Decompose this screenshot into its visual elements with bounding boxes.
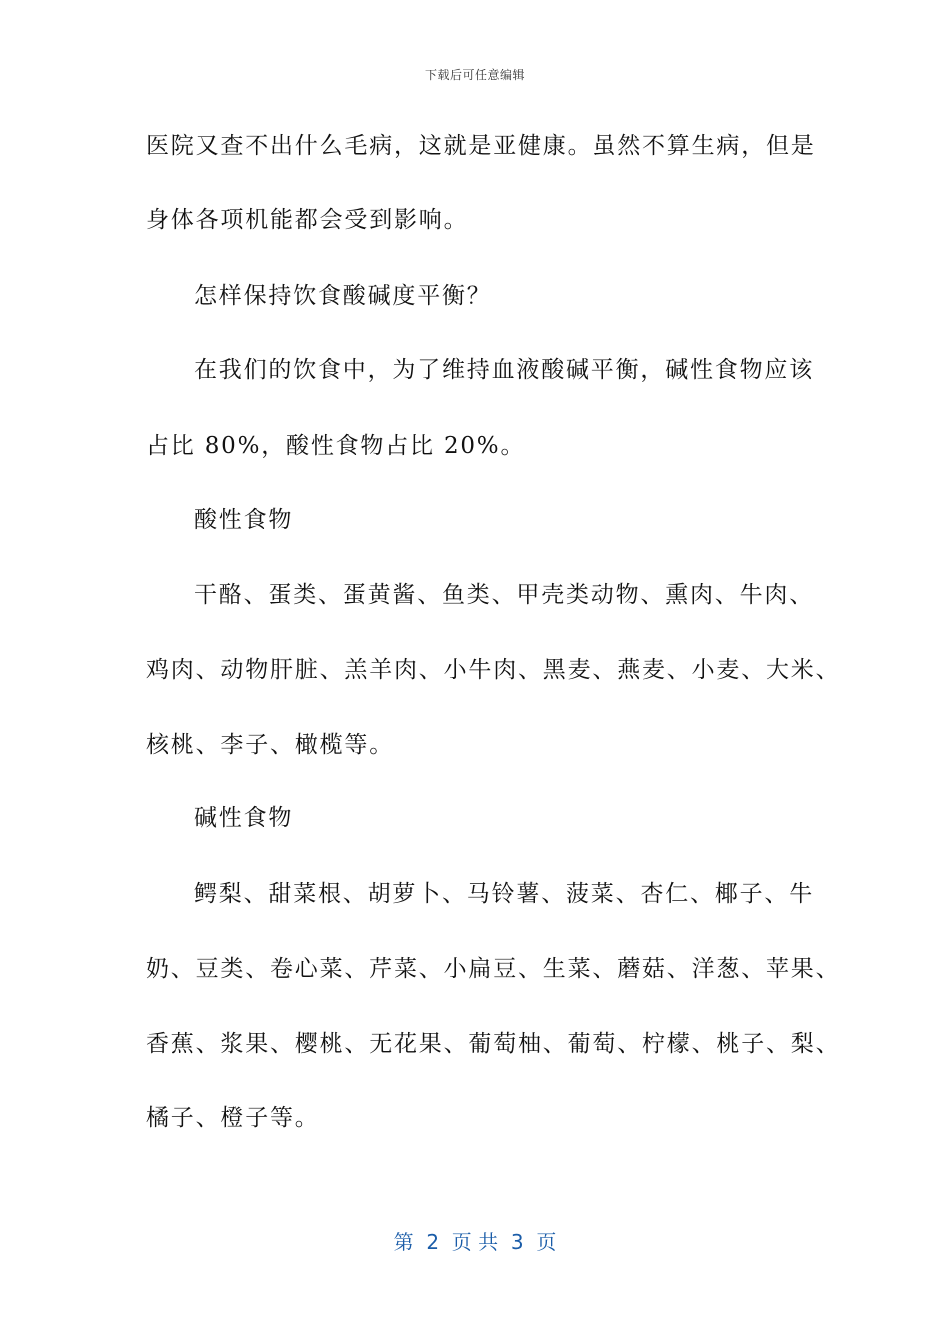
paragraph-line: 核桃、李子、橄榄等。 (146, 732, 394, 758)
page-number-footer: 第 2 页 共 3 页 (393, 1230, 557, 1254)
paragraph-line: 医院又查不出什么毛病，这就是亚健康。虽然不算生病，但是 (146, 133, 816, 159)
section-heading-acidic-foods: 酸性食物 (194, 507, 294, 533)
paragraph-line: 奶、豆类、卷心菜、芹菜、小扁豆、生菜、蘑菇、洋葱、苹果、 (146, 956, 841, 982)
paragraph-line: 鳄梨、甜菜根、胡萝卜、马铃薯、菠菜、杏仁、椰子、牛 (194, 881, 814, 907)
page-header-note: 下载后可任意编辑 (424, 68, 525, 82)
section-heading-alkaline-foods: 碱性食物 (194, 805, 294, 831)
paragraph-line: 身体各项机能都会受到影响。 (146, 207, 469, 233)
paragraph-line: 占比 80%，酸性食物占比 20%。 (146, 433, 526, 459)
section-question: 怎样保持饮食酸碱度平衡？ (194, 283, 492, 309)
paragraph-line: 鸡肉、动物肝脏、羔羊肉、小牛肉、黑麦、燕麦、小麦、大米、 (146, 657, 841, 683)
paragraph-line: 干酪、蛋类、蛋黄酱、鱼类、甲壳类动物、熏肉、牛肉、 (194, 582, 814, 608)
paragraph-line: 在我们的饮食中，为了维持血液酸碱平衡，碱性食物应该 (194, 357, 814, 383)
paragraph-line: 橘子、橙子等。 (146, 1105, 320, 1131)
paragraph-line: 香蕉、浆果、樱桃、无花果、葡萄柚、葡萄、柠檬、桃子、梨、 (146, 1031, 841, 1057)
